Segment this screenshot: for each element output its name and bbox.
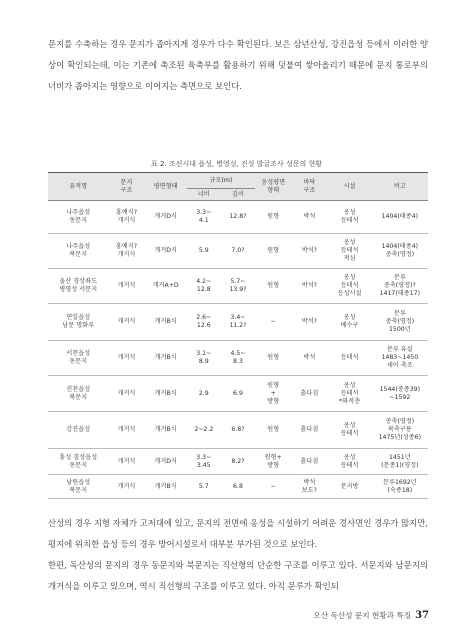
cell-plan: 개거A+D bbox=[145, 269, 187, 304]
table-row bbox=[48, 475, 428, 499]
gate-survey-table bbox=[48, 172, 428, 499]
body-paragraph-bottom: 산성의 경우 지형 자체가 고저대에 있고, 문지의 전면에 옹성을 시설하기 어려운 경사면인 경우가 많지만, 평지에 위치한 읍성 등의 경우 방어시설로서 대부분 부가된 것으로 보인다. 한편, 독산성의 문지의 경우 동문지와 북문지는 직선형의 단순한 구조를 이루고 있다. 서문지와 남문지의 개거식을 이루고 있으며, 역시 직선형의 구조를 이루고 있다. 아직 문루가 확인되 bbox=[48, 518, 428, 591]
cell-width: 2.6~ 12.6 bbox=[187, 304, 221, 341]
cell-floor: 박석? bbox=[291, 304, 327, 341]
cell-note: 문루1692년 (숙종18) bbox=[372, 475, 428, 499]
header-depth: 깊이 bbox=[221, 189, 255, 201]
cell-floor: 박석? bbox=[291, 234, 327, 269]
cell-shape: 원형 + 방형 bbox=[255, 376, 291, 412]
header-floor: 바닥 구조 bbox=[291, 173, 327, 201]
cell-facility: 옹성 등테석 bbox=[327, 201, 371, 234]
cell-gate: 개거식 bbox=[108, 449, 144, 475]
header-width: 너비 bbox=[187, 189, 221, 201]
page-number: 37 bbox=[415, 610, 429, 621]
cell-site: 강진읍성 bbox=[48, 412, 108, 449]
header-site: 유적명 bbox=[48, 173, 108, 201]
cell-width: 3.1~ 8.9 bbox=[187, 341, 221, 376]
cell-plan: 개거D식 bbox=[145, 201, 187, 234]
cell-gate: 개거식 bbox=[108, 412, 144, 449]
cell-site: 울산 경상좌도 병영성 서문지 bbox=[48, 269, 108, 304]
header-scale: 규모(m) bbox=[187, 173, 255, 189]
cell-note: 문루 중축(영정)? 1417(태종17) bbox=[372, 269, 428, 304]
cell-depth: 7.0? bbox=[221, 234, 255, 269]
cell-shape: 원형+ 방형 bbox=[255, 449, 291, 475]
cell-facility: 옹성 배수구 bbox=[327, 304, 371, 341]
cell-note: 1404(태종4) bbox=[372, 201, 428, 234]
cell-plan: 개거B식 bbox=[145, 341, 187, 376]
header-facility: 시설 bbox=[327, 173, 371, 201]
cell-plan: 개거B식 bbox=[145, 412, 187, 449]
cell-plan: 개거B식 bbox=[145, 475, 187, 499]
header-note: 비고 bbox=[372, 173, 428, 201]
cell-facility: 옹성 등테석 *와적층 bbox=[327, 376, 371, 412]
table-row bbox=[48, 341, 428, 376]
cell-note: 중축(영정) 북축구릉 1475년(성종6) bbox=[372, 412, 428, 449]
cell-facility: 옹성 등테석 등성시설 bbox=[327, 269, 371, 304]
header-ongseong-shape: 옹성평면 형태 bbox=[255, 173, 291, 201]
cell-facility: 옹성 등테석 적심 bbox=[327, 234, 371, 269]
cell-depth: 12.8? bbox=[221, 201, 255, 234]
cell-shape: − bbox=[255, 304, 291, 341]
cell-gate: 개거식 bbox=[108, 376, 144, 412]
cell-plan: 개거B식 bbox=[145, 304, 187, 341]
cell-site: 홍성 결성읍성 동문지 bbox=[48, 449, 108, 475]
cell-floor: 박석 bbox=[291, 341, 327, 376]
cell-width: 3.3~ 4.1 bbox=[187, 201, 221, 234]
cell-floor: 박석? bbox=[291, 269, 327, 304]
cell-site: 나주읍성 북문지 bbox=[48, 234, 108, 269]
cell-gate: 개거식 bbox=[108, 341, 144, 376]
table-row bbox=[48, 234, 428, 269]
cell-gate: 개거식 bbox=[108, 269, 144, 304]
cell-floor: 박석 bbox=[291, 201, 327, 234]
table-row bbox=[48, 376, 428, 412]
table-row bbox=[48, 412, 428, 449]
cell-shape: 원형 bbox=[255, 341, 291, 376]
cell-floor: 흙다짐 bbox=[291, 376, 327, 412]
cell-plan: 개거D식 bbox=[145, 234, 187, 269]
cell-depth: 3.4~ 11.2? bbox=[221, 304, 255, 341]
cell-floor: 박석 보도? bbox=[291, 475, 327, 499]
cell-facility: 등테석 bbox=[327, 341, 371, 376]
cell-note: 문루 유실 1483~1450 세이 축조 bbox=[372, 341, 428, 376]
table-row bbox=[48, 201, 428, 234]
cell-depth: 4.5~ 8.3 bbox=[221, 341, 255, 376]
header-gate-structure: 문지 구조 bbox=[108, 173, 144, 201]
table-row bbox=[48, 449, 428, 475]
cell-shape: 원형 bbox=[255, 269, 291, 304]
table-row bbox=[48, 304, 428, 341]
cell-site: 나주읍성 동문지 bbox=[48, 201, 108, 234]
cell-facility: 옹성 등테석 bbox=[327, 449, 371, 475]
cell-note: 문루 중축(영정) 1500년 bbox=[372, 304, 428, 341]
cell-depth: 6.8 bbox=[221, 475, 255, 499]
cell-shape: 원형 bbox=[255, 201, 291, 234]
cell-shape: − bbox=[255, 475, 291, 499]
cell-note: 1451년 (문종1)(영정) bbox=[372, 449, 428, 475]
cell-plan: 개거B식 bbox=[145, 376, 187, 412]
cell-width: 5.9 bbox=[187, 234, 221, 269]
cell-site: 연일읍성 남문 명화루 bbox=[48, 304, 108, 341]
cell-gate: 홍예식? 개거식 bbox=[108, 201, 144, 234]
cell-note: 1544(중종39) ~1592 bbox=[372, 376, 428, 412]
cell-width: 3.3~ 3.45 bbox=[187, 449, 221, 475]
cell-plan: 개거D식 bbox=[145, 449, 187, 475]
header-plan-type: 평면형태 bbox=[145, 173, 187, 201]
cell-gate: 홍예식? 개거식 bbox=[108, 234, 144, 269]
cell-width: 5.7 bbox=[187, 475, 221, 499]
cell-gate: 개거식 bbox=[108, 475, 144, 499]
running-title: 오산 독산성 문지 현황과 특징 bbox=[313, 611, 412, 620]
cell-site: 남원읍성 북문지 bbox=[48, 475, 108, 499]
cell-depth: 6.8? bbox=[221, 412, 255, 449]
cell-width: 2.9 bbox=[187, 376, 221, 412]
cell-note: 1404(태종4) 중축(영정) bbox=[372, 234, 428, 269]
cell-site: 진천읍성 북문지 bbox=[48, 376, 108, 412]
cell-floor: 흙다짐 bbox=[291, 412, 327, 449]
cell-facility: 옹성 등테석 bbox=[327, 412, 371, 449]
body-paragraph-top: 문지를 수축하는 경우 문지가 좁아지게 경우가 다수 확인된다. 보은 삼년산성, 강진읍성 등에서 이러한 양상이 확인되는데, 이는 기존에 축조된 육축부를 활용하기 위해 덧붙여 쌓아올리기 때문에 문지 통로부의 너비가 좁아지는 영향으로 이어지는 측면으로 보인다. bbox=[48, 39, 428, 91]
cell-shape: 원형 bbox=[255, 234, 291, 269]
cell-gate: 개거식 bbox=[108, 304, 144, 341]
cell-site: 서천읍성 동문지 bbox=[48, 341, 108, 376]
cell-floor: 흙다짐 bbox=[291, 449, 327, 475]
cell-depth: 5.7~ 13.9? bbox=[221, 269, 255, 304]
table-caption: 표 2. 조선시대 읍성, 병영성, 진성 발굴조사 성문의 현황 bbox=[151, 160, 322, 168]
cell-depth: 6.9 bbox=[221, 376, 255, 412]
cell-depth: 8.2? bbox=[221, 449, 255, 475]
cell-width: 2~2.2 bbox=[187, 412, 221, 449]
page-footer bbox=[313, 610, 429, 621]
cell-width: 4.2~ 12.8 bbox=[187, 269, 221, 304]
cell-shape: 원형 bbox=[255, 412, 291, 449]
cell-facility: 문지방 bbox=[327, 475, 371, 499]
table-row bbox=[48, 269, 428, 304]
